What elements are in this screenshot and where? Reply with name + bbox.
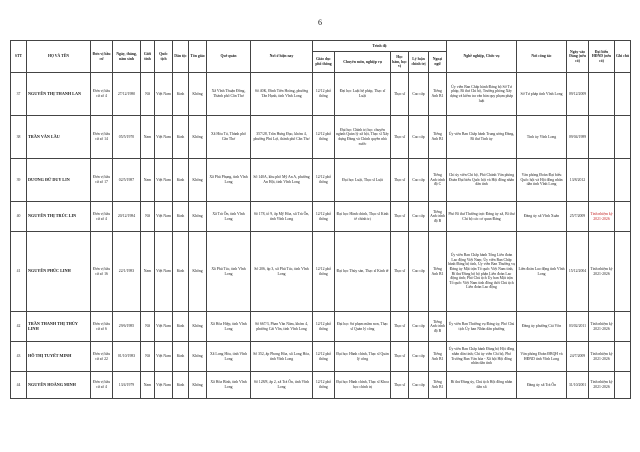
col-name: HỌ VÀ TÊN	[27, 41, 91, 73]
cell-unit: Đơn vị bầu cử số 6	[91, 312, 113, 342]
cell-name: NGUYỄN THỊ THANH LAN	[27, 73, 91, 116]
col-party-date: Ngày vào Đảng (nếu có)	[567, 41, 589, 73]
cell-specialty: Đại học Hành chính, Thạc sĩ Quản lý công	[335, 342, 391, 372]
cell-occupation: Ủy viên Ban Chấp hành Đảng bộ Sở Tư pháp, Bí thư Chi bộ, Trưởng phòng Xây dựng và kiểm tra văn bản quy phạm pháp luật	[447, 73, 517, 116]
col-degree: Học hàm, học vị	[391, 52, 409, 73]
cell-note	[615, 232, 631, 312]
cell-general-edu: 12/12 phổ thông	[313, 342, 335, 372]
cell-unit: Đơn vị bầu cử số 4	[91, 202, 113, 232]
cell-stt: 43	[11, 342, 27, 372]
cell-degree: Thạc sĩ	[391, 116, 409, 159]
cell-party-date: 09/04/1989	[567, 116, 589, 159]
cell-ethnicity: Kinh	[173, 232, 189, 312]
col-political: Lý luận chính trị	[409, 52, 429, 73]
cell-hometown: Xã Vĩnh Thuận Đông, Thành phố Cần Thơ	[207, 73, 251, 116]
cell-note	[615, 372, 631, 399]
cell-specialty: Đại học Thủy sản, Thạc sĩ Kinh tế	[335, 232, 391, 312]
cell-dob: 29/6/1985	[113, 312, 141, 342]
cell-hometown: Xã Hòa Tú, Thành phố Cần Thơ	[207, 116, 251, 159]
table-row	[11, 116, 631, 159]
col-stt: STT	[11, 41, 27, 73]
cell-gender: Nam	[141, 232, 155, 312]
col-education-group: Trình độ	[313, 41, 447, 52]
table-row	[11, 372, 631, 399]
cell-stt: 40	[11, 202, 27, 232]
cell-religion: Không	[189, 73, 207, 116]
cell-unit: Đơn vị bầu cử số 17	[91, 159, 113, 202]
cell-nationality: Việt Nam	[155, 116, 173, 159]
cell-occupation: Bí thư Đảng ủy, Chủ tịch Hội đồng nhân dân xã	[447, 372, 517, 399]
cell-religion: Không	[189, 342, 207, 372]
col-ethnicity: Dân tộc	[173, 41, 189, 73]
cell-council	[589, 73, 615, 116]
cell-stt: 39	[11, 159, 27, 202]
cell-council: Tỉnh nhiệm kỳ 2021-2026	[589, 342, 615, 372]
cell-language: Tiếng Anh trình độ C	[429, 159, 447, 202]
cell-workplace: Liên đoàn Lao động tỉnh Vĩnh Long	[517, 232, 567, 312]
cell-nationality: Việt Nam	[155, 232, 173, 312]
cell-occupation: Ủy viên Ban Chấp hành Đảng bộ Hội đồng nhân dân tỉnh; Chi ủy viên Chi bộ, Phó Trưởng Ban Văn hóa - Xã hội Hội đồng nhân dân tỉnh	[447, 342, 517, 372]
cell-nationality: Việt Nam	[155, 372, 173, 399]
cell-workplace: Đảng ủy xã Trà Ôn	[517, 372, 567, 399]
cell-specialty: Đại học Hành chính, Thạc sĩ Khoa học chính trị	[335, 372, 391, 399]
col-general-edu: Giáo dục phổ thông	[313, 52, 335, 73]
cell-workplace: Sở Tư pháp tỉnh Vĩnh Long	[517, 73, 567, 116]
cell-occupation: Ủy viên Ban Chấp hành Trung ương Đảng, Bí thư Tỉnh ủy	[447, 116, 517, 159]
table-row	[11, 232, 631, 312]
cell-specialty: Đại học Hành chính, Thạc sĩ Kinh tế chính trị	[335, 202, 391, 232]
cell-dob: 01/10/1983	[113, 342, 141, 372]
col-dob: Ngày, tháng, năm sinh	[113, 41, 141, 73]
cell-hometown: Xã Long Hòa, tỉnh Vĩnh Long	[207, 342, 251, 372]
cell-name: TRẦN THANH THỊ THỦY LINH	[27, 312, 91, 342]
cell-religion: Không	[189, 159, 207, 202]
cell-political: Cao cấp	[409, 73, 429, 116]
cell-stt: 37	[11, 73, 27, 116]
cell-name: TRẦN VĂN LẦU	[27, 116, 91, 159]
cell-hometown: Xã Hòa Hiệp, tỉnh Vĩnh Long	[207, 312, 251, 342]
cell-specialty: Đại học Sư phạm mầm non, Thạc sĩ Quản lý công	[335, 312, 391, 342]
cell-ethnicity: Kinh	[173, 159, 189, 202]
cell-dob: 20/12/1984	[113, 202, 141, 232]
cell-unit: Đơn vị bầu cử số 14	[91, 116, 113, 159]
cell-political: Cao cấp	[409, 312, 429, 342]
col-religion: Tôn giáo	[189, 41, 207, 73]
cell-degree: Thạc sĩ	[391, 202, 409, 232]
col-gender: Giới tính	[141, 41, 155, 73]
cell-residence: Số 140A, khu phố Mỹ An A, phường An Hội, tỉnh Vĩnh Long	[251, 159, 313, 202]
cell-political: Cao cấp	[409, 372, 429, 399]
cell-gender: Nữ	[141, 312, 155, 342]
cell-name: NGUYỄN PHÚC LINH	[27, 232, 91, 312]
cell-language: Tiếng Anh B1	[429, 342, 447, 372]
cell-degree: Thạc sĩ	[391, 232, 409, 312]
col-specialty: Chuyên môn, nghiệp vụ	[335, 52, 391, 73]
cell-residence: Số 128/8, ấp 2, xã Trà Ôn, tỉnh Vĩnh Long	[251, 372, 313, 399]
cell-language: Tiếng Anh B1	[429, 372, 447, 399]
cell-general-edu: 12/12 phổ thông	[313, 232, 335, 312]
cell-hometown: Xã Phú Túc, tỉnh Vĩnh Long	[207, 232, 251, 312]
cell-party-date: 15/12/2004	[567, 232, 589, 312]
cell-nationality: Việt Nam	[155, 202, 173, 232]
cell-residence: 357/28, Trần Hưng Đạo, khóm 4, phường Phú Lợi, thành phố Cần Thơ	[251, 116, 313, 159]
cell-general-edu: 12/12 phổ thông	[313, 372, 335, 399]
cell-hometown: Xã Hòa Bình, tỉnh Vĩnh Long	[207, 372, 251, 399]
cell-nationality: Việt Nam	[155, 342, 173, 372]
cell-general-edu: 12/12 phổ thông	[313, 312, 335, 342]
col-note: Ghi chú	[615, 41, 631, 73]
cell-hometown: Xã Phú Phụng, tỉnh Vĩnh Long	[207, 159, 251, 202]
cell-political: Cao cấp	[409, 232, 429, 312]
candidate-table-container	[10, 40, 630, 399]
cell-note	[615, 116, 631, 159]
cell-general-edu: 12/12 phổ thông	[313, 159, 335, 202]
cell-note	[615, 73, 631, 116]
cell-name: DƯƠNG ĐỨ DUY LIN	[27, 159, 91, 202]
cell-specialty: Đại học Luật hệ pháp, Thạc sĩ Luật	[335, 73, 391, 116]
cell-religion: Không	[189, 372, 207, 399]
cell-party-date: 03/02/2011	[567, 312, 589, 342]
cell-party-date: 09/12/2009	[567, 73, 589, 116]
cell-gender: Nam	[141, 116, 155, 159]
cell-degree: Thạc sĩ	[391, 159, 409, 202]
cell-unit: Đơn vị bầu cử số 22	[91, 342, 113, 372]
cell-workplace: Văn phòng Đoàn ĐBQH và HĐND tỉnh Vĩnh Long	[517, 342, 567, 372]
cell-ethnicity: Kinh	[173, 116, 189, 159]
cell-unit: Đơn vị bầu cử số 4	[91, 73, 113, 116]
cell-workplace: Văn phòng Đoàn Đại biểu Quốc hội và Hội đồng nhân dân tỉnh Vĩnh Long	[517, 159, 567, 202]
cell-council	[589, 116, 615, 159]
cell-council: Tỉnh nhiệm kỳ 2021-2026	[589, 372, 615, 399]
candidate-table	[10, 40, 631, 399]
cell-party-date: 13/8/2012	[567, 159, 589, 202]
cell-dob: 13/4/1979	[113, 372, 141, 399]
cell-party-date: 24/7/2009	[567, 342, 589, 372]
table-row	[11, 159, 631, 202]
col-occupation: Nghề nghiệp, Chức vụ	[447, 41, 517, 73]
cell-ethnicity: Kinh	[173, 73, 189, 116]
cell-degree: Thạc sĩ	[391, 342, 409, 372]
cell-general-edu: 12/12 phổ thông	[313, 73, 335, 116]
cell-stt: 41	[11, 232, 27, 312]
cell-specialty: Đại học Luật, Thạc sĩ Luật	[335, 159, 391, 202]
cell-stt: 38	[11, 116, 27, 159]
cell-degree: Thạc sĩ	[391, 312, 409, 342]
cell-note	[615, 159, 631, 202]
cell-dob: 05/5/1970	[113, 116, 141, 159]
col-workplace: Nơi công tác	[517, 41, 567, 73]
cell-workplace: Đảng ủy phường Cái Vồn	[517, 312, 567, 342]
cell-ethnicity: Kinh	[173, 202, 189, 232]
cell-ethnicity: Kinh	[173, 342, 189, 372]
cell-specialty: Đại học Chính trị học chuyên ngành Quản lý xã hội, Thạc sĩ Xây dựng Đảng và Chính quyền nhà nước	[335, 116, 391, 159]
cell-degree: Thạc sĩ	[391, 372, 409, 399]
cell-gender: Nam	[141, 372, 155, 399]
cell-stt: 42	[11, 312, 27, 342]
cell-residence: Số 352, ấp Phong Hòa, xã Long Hòa, tỉnh Vĩnh Long	[251, 342, 313, 372]
cell-dob: 02/5/1987	[113, 159, 141, 202]
cell-religion: Không	[189, 232, 207, 312]
cell-note	[615, 312, 631, 342]
col-unit: Đơn vị bầu cử	[91, 41, 113, 73]
cell-nationality: Việt Nam	[155, 159, 173, 202]
cell-council: Tỉnh nhiệm kỳ 2021-2026	[589, 312, 615, 342]
cell-council	[589, 159, 615, 202]
cell-party-date: 25/7/2009	[567, 202, 589, 232]
cell-occupation: Ủy viên Ban Thường vụ Đảng ủy, Phó Chủ tịch Ủy ban Nhân dân phường	[447, 312, 517, 342]
cell-language: Tiếng Anh trình độ B	[429, 312, 447, 342]
table-row	[11, 73, 631, 116]
cell-gender: Nam	[141, 159, 155, 202]
cell-occupation: Phó Bí thư Thường trực Đảng ủy xã, Bí thư Chi bộ các cơ quan Đảng	[447, 202, 517, 232]
cell-unit: Đơn vị bầu cử số 16	[91, 232, 113, 312]
table-row	[11, 312, 631, 342]
cell-residence: Số 178, tổ 9, ấp Mỹ Hòa, xã Trà Ôn, tỉnh Vĩnh Long	[251, 202, 313, 232]
cell-political: Cao cấp	[409, 202, 429, 232]
cell-nationality: Việt Nam	[155, 312, 173, 342]
cell-unit: Đơn vị bầu cử số 4	[91, 372, 113, 399]
cell-religion: Không	[189, 116, 207, 159]
cell-gender: Nữ	[141, 73, 155, 116]
cell-general-edu: 12/12 phổ thông	[313, 202, 335, 232]
cell-gender: Nữ	[141, 342, 155, 372]
cell-political: Cao cấp	[409, 116, 429, 159]
cell-residence: Số 667/3, Phan Văn Năm, khóm 4, phường Cái Vồn, tỉnh Vĩnh Long	[251, 312, 313, 342]
cell-degree: Thạc sĩ	[391, 73, 409, 116]
cell-language: Tiếng Anh trình độ B	[429, 202, 447, 232]
cell-residence: Số 206, ấp 3, xã Phú Túc, tỉnh Vĩnh Long	[251, 232, 313, 312]
cell-nationality: Việt Nam	[155, 73, 173, 116]
col-hometown: Quê quán	[207, 41, 251, 73]
cell-language: Tiếng Anh B1	[429, 116, 447, 159]
cell-ethnicity: Kinh	[173, 312, 189, 342]
cell-note	[615, 202, 631, 232]
cell-party-date: 31/10/2001	[567, 372, 589, 399]
cell-dob: 27/12/1980	[113, 73, 141, 116]
cell-political: Cao cấp	[409, 159, 429, 202]
cell-dob: 22/1/1983	[113, 232, 141, 312]
cell-ethnicity: Kinh	[173, 372, 189, 399]
col-nationality: Quốc tịch	[155, 41, 173, 73]
cell-council: Tỉnh nhiệm kỳ 2021-2026	[589, 232, 615, 312]
col-council: Đại biểu HĐND (nếu có)	[589, 41, 615, 73]
col-residence: Nơi ở hiện nay	[251, 41, 313, 73]
cell-gender: Nữ	[141, 202, 155, 232]
table-row	[11, 342, 631, 372]
cell-workplace: Tỉnh ủy Vĩnh Long	[517, 116, 567, 159]
cell-general-edu: 12/12 phổ thông	[313, 116, 335, 159]
cell-stt: 44	[11, 372, 27, 399]
cell-political: Cao cấp	[409, 342, 429, 372]
cell-hometown: Xã Trà Ôn, tỉnh Vĩnh Long	[207, 202, 251, 232]
col-language: Ngoại ngữ	[429, 52, 447, 73]
cell-name: NGUYỄN THỊ TRÚC LIN	[27, 202, 91, 232]
cell-workplace: Đảng ủy xã Vĩnh Xuân	[517, 202, 567, 232]
cell-name: NGUYỄN HOÀNG MINH	[27, 372, 91, 399]
cell-residence: Số 40K, Đinh Tiên Hoàng, phường Tân Hạnh, tỉnh Vĩnh Long	[251, 73, 313, 116]
cell-name: HỒ THỊ TUYẾT MINH	[27, 342, 91, 372]
table-row	[11, 202, 631, 232]
cell-language: Tiếng Anh B1	[429, 73, 447, 116]
cell-religion: Không	[189, 202, 207, 232]
cell-occupation: Chỉ ủy viên Chi bộ, Phó Chánh Văn phòng Đoàn Đại biểu Quốc hội và Hội đồng nhân dân tỉnh	[447, 159, 517, 202]
cell-occupation: Ủy viên Ban Chấp hành Tổng Liên đoàn Lao động Việt Nam; Ủy viên Ban Chấp hành Đảng bộ tỉnh, Ủy viên Ban Thường vụ Đảng ủy Mặt trận Tổ quốc Việt Nam tỉnh, Bí thư Đảng bộ bộ phận Liên đoàn Lao động tỉnh; Phó Chủ tịch Ủy ban Mặt trận Tổ quốc Việt Nam tỉnh đồng thời Chủ tịch Liên đoàn Lao động	[447, 232, 517, 312]
cell-religion: Không	[189, 312, 207, 342]
cell-council: Tỉnh nhiệm kỳ 2021-2026	[589, 202, 615, 232]
page-number: 6	[318, 18, 322, 27]
cell-note	[615, 342, 631, 372]
cell-language: Tiếng Anh B1	[429, 232, 447, 312]
